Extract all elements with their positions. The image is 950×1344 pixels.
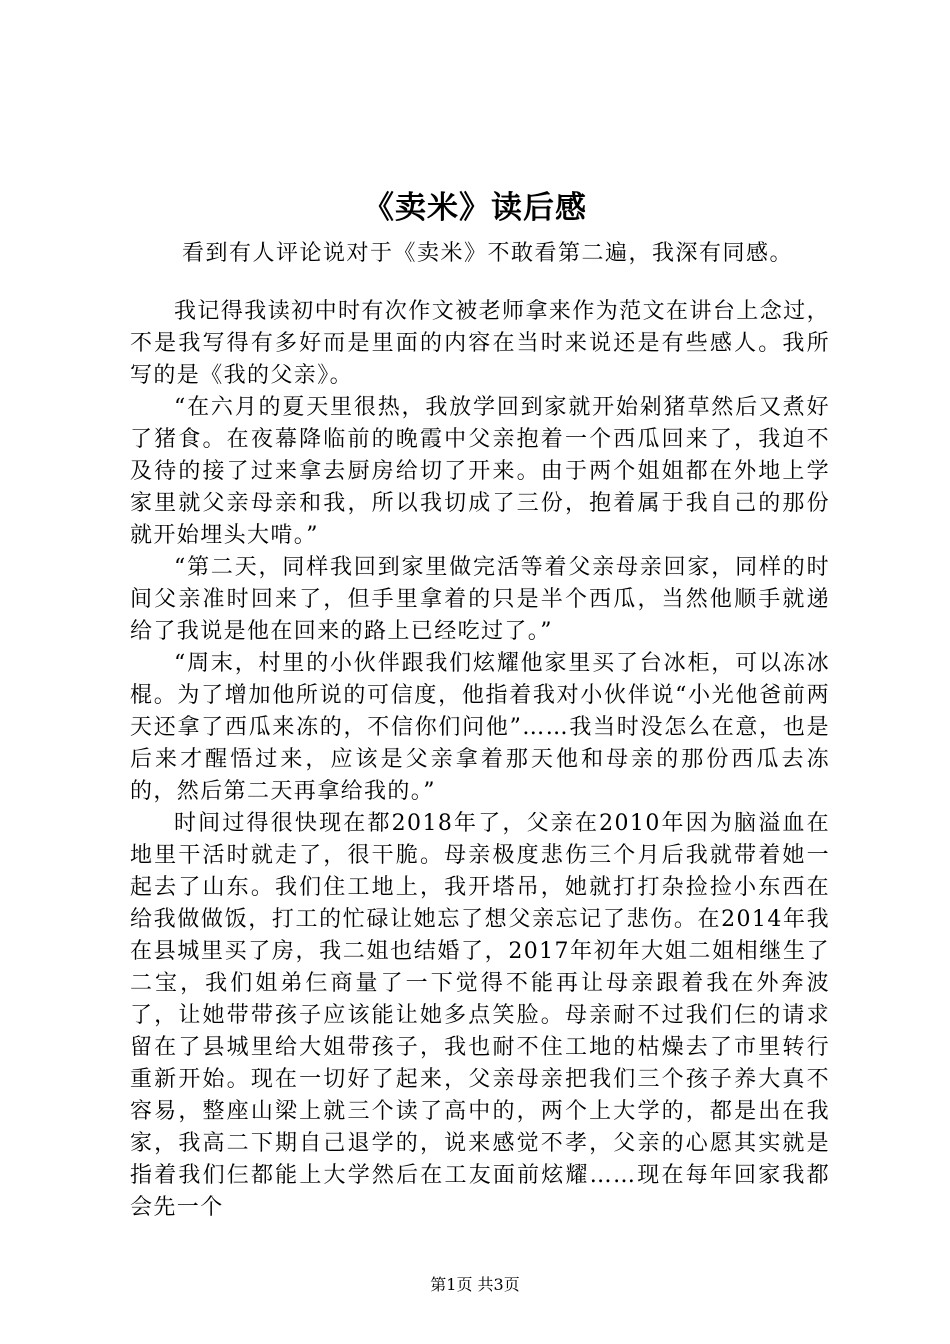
paragraph: “在六月的夏天里很热，我放学回到家就开始剁猪草然后又煮好了猪食。在夜幕降临前的晚霞中父亲抱着一个西瓜回来了，我迫不及待的接了过来拿去厨房给切了开来。由于两个姐姐都在外地上学家里就父亲母亲和我，所以我切成了三份，抱着属于我自己的那份就开始埋头大啃。” — [130, 395, 830, 548]
page-footer: 第1页 共3页 — [430, 1275, 520, 1294]
paragraph: 时间过得很快现在都2018年了，父亲在2010年因为脑溢血在地里干活时就走了，很干脆。母亲极度悲伤三个月后我就带着她一起去了山东。我们住工地上，我开塔吊，她就打打杂捡捡小东西在给我做做饭，打工的忙碌让她忘了想父亲忘记了悲伤。在2014年我在县城里买了房，我二姐也结婚了，2017年初年大姐二姐相继生了二宝，我们姐弟仨商量了一下觉得不能再让母亲跟着我在外奔波了，让她带带孩子应该能让她多点笑脸。母亲耐不过我们仨的请求留在了县城里给大姐带孩子，我也耐不住工地的枯燥去了市里转行重新开始。现在一切好了起来，父亲母亲把我们三个孩子养大真不容易，整座山梁上就三个读了高中的，两个上大学的，都是出在我家，我高二下期自己退学的，说来感觉不孝，父亲的心愿其实就是指着我们仨都能上大学然后在工友面前炫耀……现在每年回家我都会先一个 — [130, 811, 830, 1220]
paragraph: 我记得我读初中时有次作文被老师拿来作为范文在讲台上念过，不是我写得有多好而是里面的内容在当时来说还是有些感人。我所写的是《我的父亲》。 — [130, 299, 830, 388]
document-title: 《卖米》读后感 — [363, 190, 587, 226]
paragraph: “第二天，同样我回到家里做完活等着父亲母亲回家，同样的时间父亲准时回来了，但手里拿着的只是半个西瓜，当然他顺手就递给了我说是他在回来的路上已经吃过了。” — [130, 555, 830, 644]
document-subtitle: 看到有人评论说对于《卖米》不敢看第二遍，我深有同感。 — [182, 241, 794, 266]
paragraph: “周末，村里的小伙伴跟我们炫耀他家里买了台冰柜，可以冻冰棍。为了增加他所说的可信度，他指着我对小伙伴说“小光他爸前两天还拿了西瓜来冻的，不信你们问他”……我当时没怎么在意，也是后来才醒悟过来，应该是父亲拿着那天他和母亲的那份西瓜去冻的，然后第二天再拿给我的。” — [130, 651, 830, 804]
document-body — [130, 296, 830, 1224]
